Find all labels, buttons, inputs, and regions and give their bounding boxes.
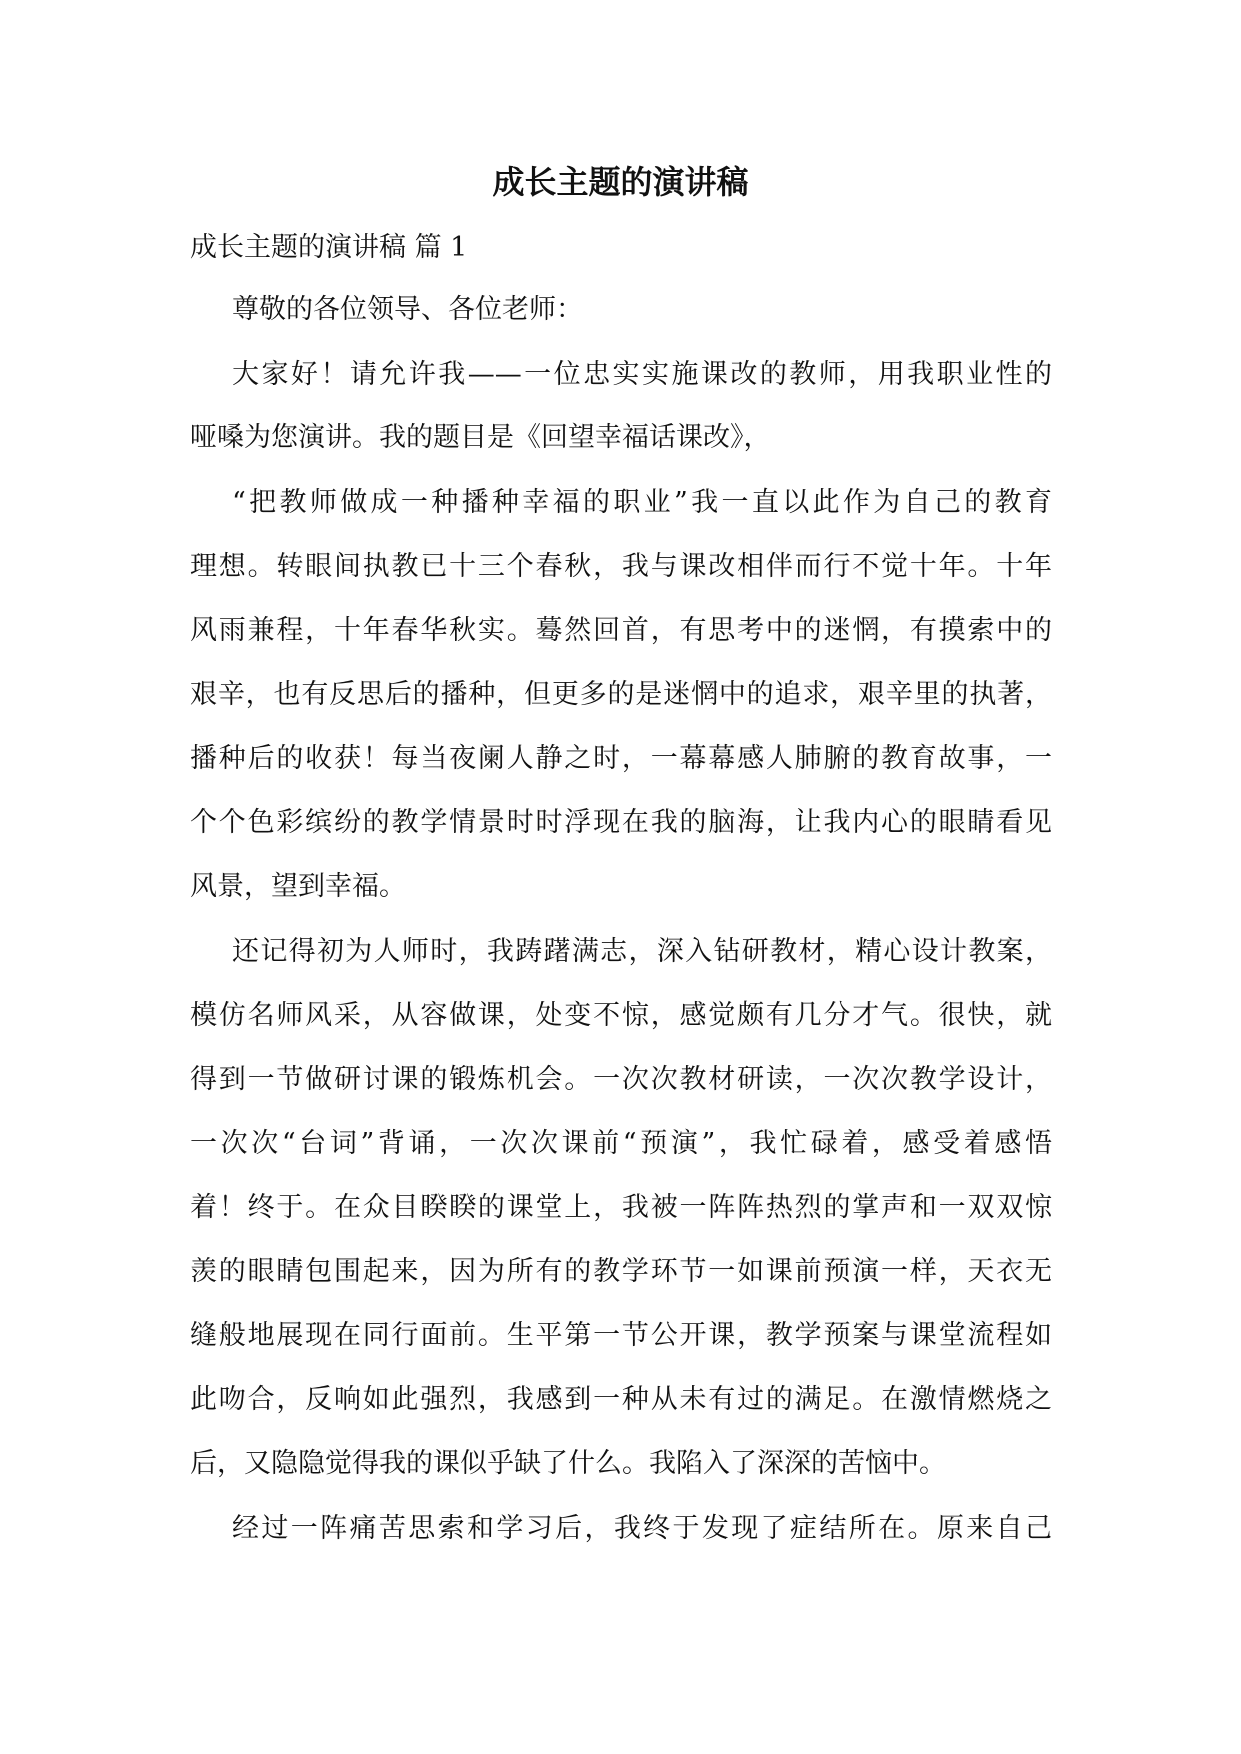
text-line: 艰辛，也有反思后的播种，但更多的是迷惘中的追求，艰辛里的执著， xyxy=(190,679,1052,710)
text-line: 后，又隐隐觉得我的课似乎缺了什么。我陷入了深深的苦恼中。 xyxy=(190,1448,946,1479)
section-heading: 成长主题的演讲稿 篇 1 xyxy=(190,232,468,263)
text-line: 还记得初为人师时，我踌躇满志，深入钻研教材，精心设计教案， xyxy=(232,936,1052,967)
text-line: 模仿名师风采，从容做课，处变不惊，感觉颇有几分才气。很快，就 xyxy=(190,1000,1052,1031)
text-line: 得到一节做研讨课的锻炼机会。一次次教材研读，一次次教学设计， xyxy=(190,1064,1052,1095)
text-line: 个个色彩缤纷的教学情景时时浮现在我的脑海，让我内心的眼睛看见 xyxy=(190,807,1052,838)
text-line: 着！终于。在众目睽睽的课堂上，我被一阵阵热烈的掌声和一双双惊 xyxy=(190,1192,1052,1223)
text-line: 此吻合，反响如此强烈，我感到一种从未有过的满足。在激情燃烧之 xyxy=(190,1384,1052,1415)
text-line: 经过一阵痛苦思索和学习后，我终于发现了症结所在。原来自己 xyxy=(232,1513,1052,1544)
text-line: “把教师做成一种播种幸福的职业”我一直以此作为自己的教育 xyxy=(232,487,1052,518)
text-line: 哑嗓为您演讲。我的题目是《回望幸福话课改》， xyxy=(190,422,771,453)
text-line: 尊敬的各位领导、各位老师： xyxy=(232,294,583,325)
page-title: 成长主题的演讲稿 xyxy=(492,163,749,201)
text-line: 理想。转眼间执教已十三个春秋，我与课改相伴而行不觉十年。十年 xyxy=(190,551,1052,582)
text-line: 风雨兼程，十年春华秋实。蓦然回首，有思考中的迷惘，有摸索中的 xyxy=(190,615,1052,646)
text-line: 播种后的收获！每当夜阑人静之时，一幕幕感人肺腑的教育故事，一 xyxy=(190,743,1052,774)
text-line: 一次次“台词”背诵，一次次课前“预演”，我忙碌着，感受着感悟 xyxy=(190,1128,1052,1159)
text-line: 缝般地展现在同行面前。生平第一节公开课，教学预案与课堂流程如 xyxy=(190,1320,1052,1351)
text-line: 羡的眼睛包围起来，因为所有的教学环节一如课前预演一样，天衣无 xyxy=(190,1256,1052,1287)
text-line: 大家好！请允许我——一位忠实实施课改的教师，用我职业性的 xyxy=(232,359,1052,390)
text-line: 风景，望到幸福。 xyxy=(190,871,406,902)
